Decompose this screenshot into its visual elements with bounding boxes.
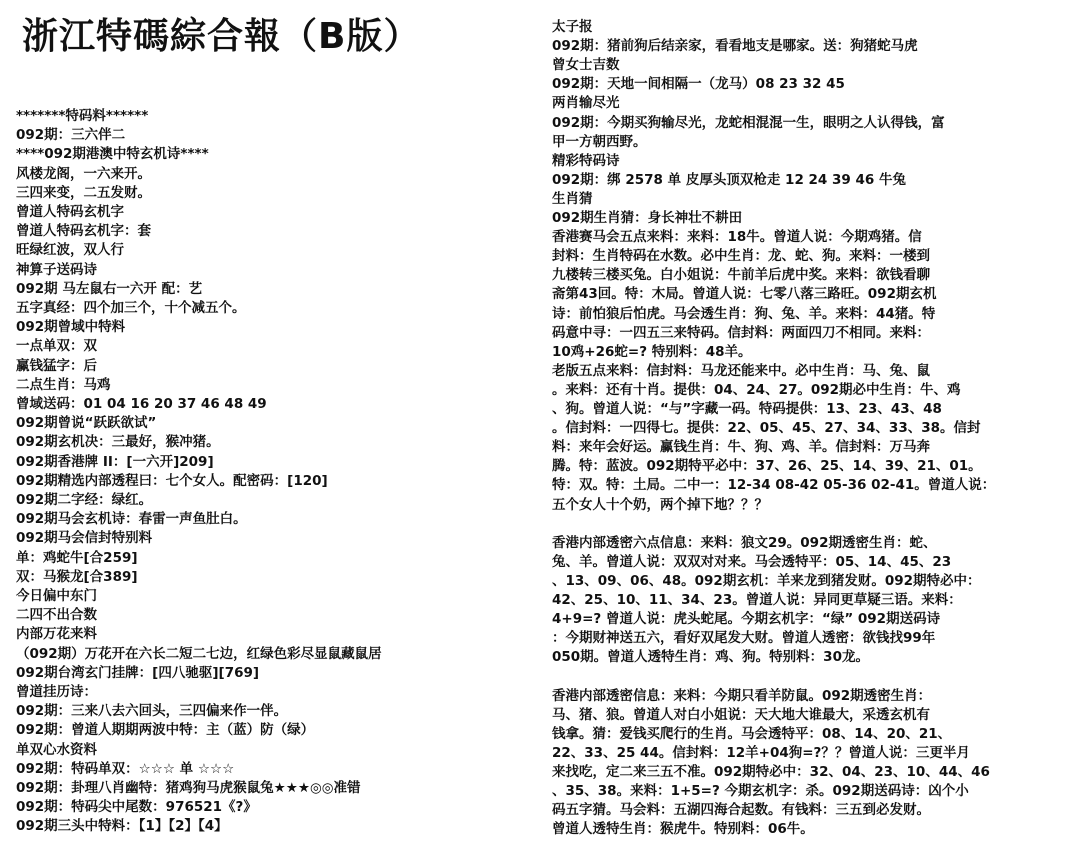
left-text-line: ****092期港澳中特玄机诗****	[16, 146, 209, 163]
right-text-line: 料：来年会好运。赢钱生肖：牛、狗、鸡、羊。信封料：万马奔	[552, 439, 930, 456]
right-text-line: 五个女人十个奶，两个掉下地？？？	[552, 496, 768, 513]
right-text-line: 092期：天地一间相隔一（龙马）08 23 32 45	[552, 76, 845, 93]
right-text-line: 。信封料：一四得七。提供：22、05、45、27、34、33、38。信封	[552, 420, 981, 437]
right-text-line: 、狗。曾道人说：“与”字藏一码。特码提供：13、23、43、48	[552, 401, 942, 417]
right-text-line: 香港内部透密六点信息：来料：狼文29。092期透密生肖：蛇、	[552, 534, 937, 551]
right-text-line: ：今期财神送五六，看好双尾发大财。曾道人透密：欲钱找99年	[552, 630, 936, 647]
right-text-line: 精彩特码诗	[552, 152, 620, 169]
left-text-line: 神算子送码诗	[16, 261, 97, 278]
right-text-line: 马、猪、狼。曾道人对白小姐说：天大地大谁最大，采透玄机有	[552, 706, 930, 723]
left-text-line: 092期台湾玄门挂牌：[四八驰驱][769]	[16, 664, 260, 681]
left-text-line: 092期：卦理八肖幽特：猪鸡狗马虎猴鼠兔★★★◎◎准错	[16, 780, 361, 796]
left-text-line: 曾域送码：01 04 16 20 37 46 48 49	[16, 396, 267, 412]
left-text-line: 单：鸡蛇牛[合259]	[16, 549, 138, 566]
left-text-line: 二点生肖：马鸡	[16, 376, 111, 393]
left-text-line: 092期：三来八去六回头，三四偏来作一伴。	[16, 703, 288, 720]
right-text-line: 兔、羊。曾道人说：双双对对来。马会透特平：05、14、45、23	[552, 553, 952, 570]
right-text-line: 092期生肖猜：身长神壮不耕田	[552, 210, 743, 226]
right-text-line: 42、25、10、11、34、23。曾道人说：异同更草疑三语。来料：	[552, 592, 962, 608]
left-text-line: 双：马猴龙[合389]	[16, 568, 138, 585]
left-text-line: 曾道人特码玄机字：套	[16, 223, 151, 240]
left-text-line: 一点单双：双	[16, 338, 97, 355]
left-text-line: 风楼龙阁，一六来开。	[16, 165, 151, 182]
right-text-line: 诗：前怕狼后怕虎。马会透生肖：狗、兔、羊。来料：44猪。特	[552, 305, 936, 322]
right-text-line: 香港内部透密信息：来料：今期只看羊防鼠。092期透密生肖：	[552, 687, 932, 704]
right-text-line: 九楼转三楼买兔。白小姐说：牛前羊后虎中奖。来料：欲钱看聊	[552, 267, 930, 284]
left-text-line: 092期马会信封特别料	[16, 530, 153, 547]
left-text-line: 二四不出合数	[16, 607, 97, 624]
right-text-line: 码意中寻：一四五三来特码。信封料：两面四刀不相同。来料：	[552, 324, 930, 341]
right-text-line: 太子报	[552, 19, 593, 35]
right-text-line: 10鸡+26蛇=? 特别料：48羊。	[552, 343, 752, 360]
left-text-line: 赢钱猛字：后	[16, 357, 97, 374]
left-text-line: 092期：曾道人期期两波中特：主（蓝）防（绿）	[16, 722, 315, 739]
left-text-line: 单双心水资料	[16, 741, 97, 758]
left-text-line: 092期曾说“跃跃欲试”	[16, 415, 157, 432]
left-text-line: 092期香港牌 II：[一六开]209]	[16, 453, 214, 470]
page-title: 浙江特碼綜合報（B版）	[22, 16, 421, 57]
left-text-line: 092期马会玄机诗：春雷一声鱼肚白。	[16, 511, 247, 528]
right-text-line: 4+9=? 曾道人说：虎头蛇尾。今期玄机字：“绿” 092期送码诗	[552, 611, 941, 628]
right-text-line: 特：双。特：土局。二中一：12-34 08-42 05-36 02-41。曾道人说：	[552, 477, 996, 494]
left-text-line: 092期 马左鼠右一六开 配：艺	[16, 280, 203, 297]
right-text-line: 甲一方朝西野。	[552, 133, 647, 150]
left-text-line: 092期玄机决：三最好，猴冲猪。	[16, 434, 220, 451]
left-text-line: 内部万花来料	[16, 626, 97, 643]
right-text-line: 钱拿。猜：爱钱买爬行的生肖。马会透特平：08、14、20、21、	[552, 725, 952, 742]
right-text-line: 、13、09、06、48。092期玄机：羊来龙到猪发财。092期特必中：	[552, 572, 981, 589]
left-text-line: 五字真经：四个加三个，十个减五个。	[16, 300, 246, 316]
left-text-line: 092期：特码单双：☆☆☆ 单 ☆☆☆	[16, 760, 235, 777]
right-text-line: 腾。特：蓝波。092期特平必中：37、26、25、14、39、21、01。	[552, 458, 982, 475]
right-text-line: 曾女士吉数	[552, 57, 620, 74]
right-text-line: 。来料：还有十肖。提供：04、24、27。092期必中生肖：牛、鸡	[552, 381, 961, 398]
right-text-line: 斋第43回。特：木局。曾道人说：七零八落三路旺。092期玄机	[552, 286, 937, 303]
right-text-line: 曾道人透特生肖：猴虎牛。特别料：06牛。	[552, 821, 814, 838]
right-text-line: 码五字猜。马会料：五湖四海合起数。有钱料：三五到必发财。	[552, 802, 930, 819]
left-text-line: *******特码料******	[16, 108, 149, 124]
right-text-line: 092期：绑 2578 单 皮厚头顶双枪走 12 24 39 46 牛兔	[552, 171, 906, 188]
right-text-line: 生肖猜	[552, 190, 593, 207]
left-text-line: 曾道挂历诗：	[16, 684, 97, 700]
left-text-line: 092期：三六伴二	[16, 127, 126, 144]
right-text-line: 22、33、25 44。信封料：12羊+04狗=?？？曾道人说：三更半月	[552, 744, 970, 761]
right-text-line: 、35、38。来料：1+5=? 今期玄机字：杀。092期送码诗：凶个小	[552, 783, 969, 799]
left-text-line: 旺绿红波，双人行	[16, 242, 124, 259]
right-text-line: 092期：猪前狗后结亲家，看看地支是哪家。送：狗猪蛇马虎	[552, 38, 918, 55]
left-text-line: （092期）万花开在六长二短二七边，红绿色彩尽显鼠藏鼠居	[16, 645, 382, 662]
left-text-line: 092期三头中特料：【1】【2】【4】	[16, 818, 228, 835]
left-text-line: 092期：特码尖中尾数：976521《?》	[16, 799, 257, 816]
left-text-line: 三四来变，二五发财。	[16, 184, 151, 201]
left-text-line: 092期精选内部透程曰：七个女人。配密码：[120]	[16, 472, 328, 489]
right-text-line: 香港赛马会五点来料：来料：18牛。曾道人说：今期鸡猪。信	[552, 229, 922, 246]
left-text-line: 092期曾域中特料	[16, 319, 126, 336]
left-text-line: 092期二字经：绿红。	[16, 492, 153, 508]
right-text-line: 050期。曾道人透特生肖：鸡、狗。特别料：30龙。	[552, 649, 869, 666]
right-text-line: 092期：今期买狗输尽光，龙蛇相混混一生，眼明之人认得钱，富	[552, 114, 945, 131]
right-text-line: 来找吃，定二来三五不准。092期特必中：32、04、23、10、44、46	[552, 763, 990, 780]
right-text-line: 老版五点来料：信封料：马龙还能来中。必中生肖：马、兔、鼠	[552, 362, 930, 379]
left-text-line: 曾道人特码玄机字	[16, 204, 124, 220]
left-text-line: 今日偏中东门	[16, 588, 97, 604]
right-text-line: 两肖输尽光	[552, 95, 620, 112]
right-text-line: 封料：生肖特码在水数。必中生肖：龙、蛇、狗。来料：一楼到	[552, 248, 930, 265]
